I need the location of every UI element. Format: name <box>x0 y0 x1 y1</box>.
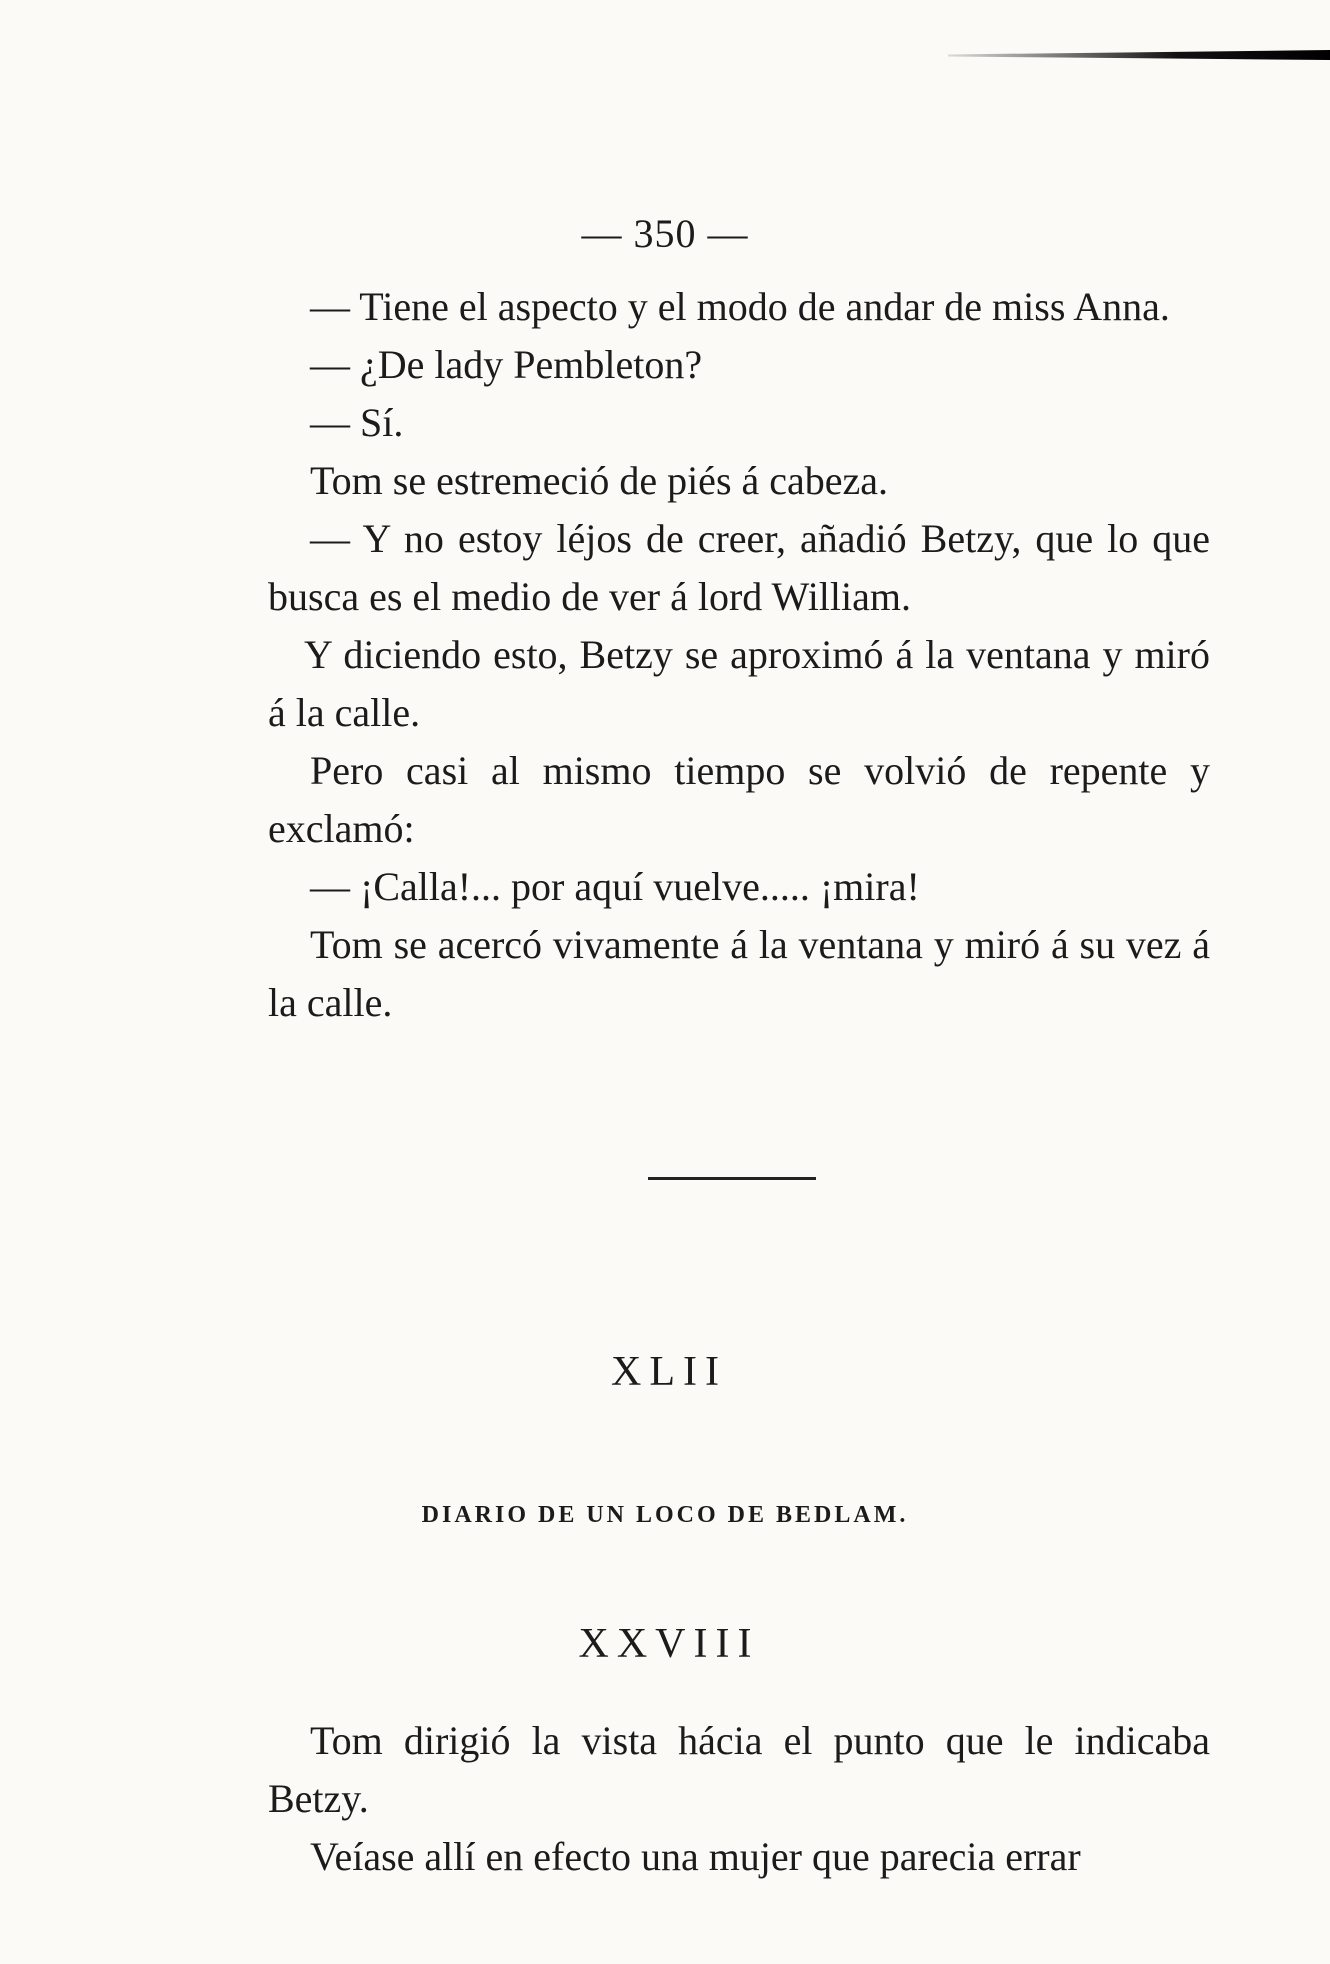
section-number: XXVIII <box>578 1621 760 1667</box>
paragraph-tom-estremecio: Tom se estremeció de piés á cabeza. <box>310 458 889 503</box>
text-block-bottom <box>268 1712 1210 1886</box>
paragraph-dialogue-betzy: — Y no estoy léjos de creer, añadió Betzy, que lo que busca es el medio de ver á lord William. <box>268 516 1210 619</box>
page-edge-mark <box>948 50 1330 60</box>
paragraph-dialogue-aspecto: — Tiene el aspecto y el modo de andar de miss Anna. <box>310 284 1170 329</box>
paragraph-veiase: Veíase allí en efecto una mujer que parecia errar <box>310 1834 1081 1879</box>
paragraph-tom-acerco: Tom se acercó vivamente á la ventana y miró á su vez á la calle. <box>268 922 1210 1025</box>
paragraph-betzy-ventana: Y diciendo esto, Betzy se aproximó á la ventana y miró á la calle. <box>268 632 1210 735</box>
chapter-number: XLII <box>611 1349 727 1395</box>
page-number: — 350 — <box>581 211 749 256</box>
paragraph-dialogue-calla: — ¡Calla!... por aquí vuelve..... ¡mira! <box>310 864 920 909</box>
paragraph-dialogue-pembleton: — ¿De lady Pembleton? <box>310 342 703 387</box>
section-divider-rule <box>648 1177 816 1180</box>
paragraph-pero-casi: Pero casi al mismo tiempo se volvió de repente y exclamó: <box>268 748 1210 851</box>
text-block-top <box>268 278 1210 1032</box>
chapter-title: DIARIO DE UN LOCO DE BEDLAM. <box>421 1502 909 1528</box>
paragraph-dialogue-si: — Sí. <box>310 400 404 445</box>
paragraph-tom-dirigio: Tom dirigió la vista hácia el punto que le indicaba Betzy. <box>268 1718 1210 1821</box>
